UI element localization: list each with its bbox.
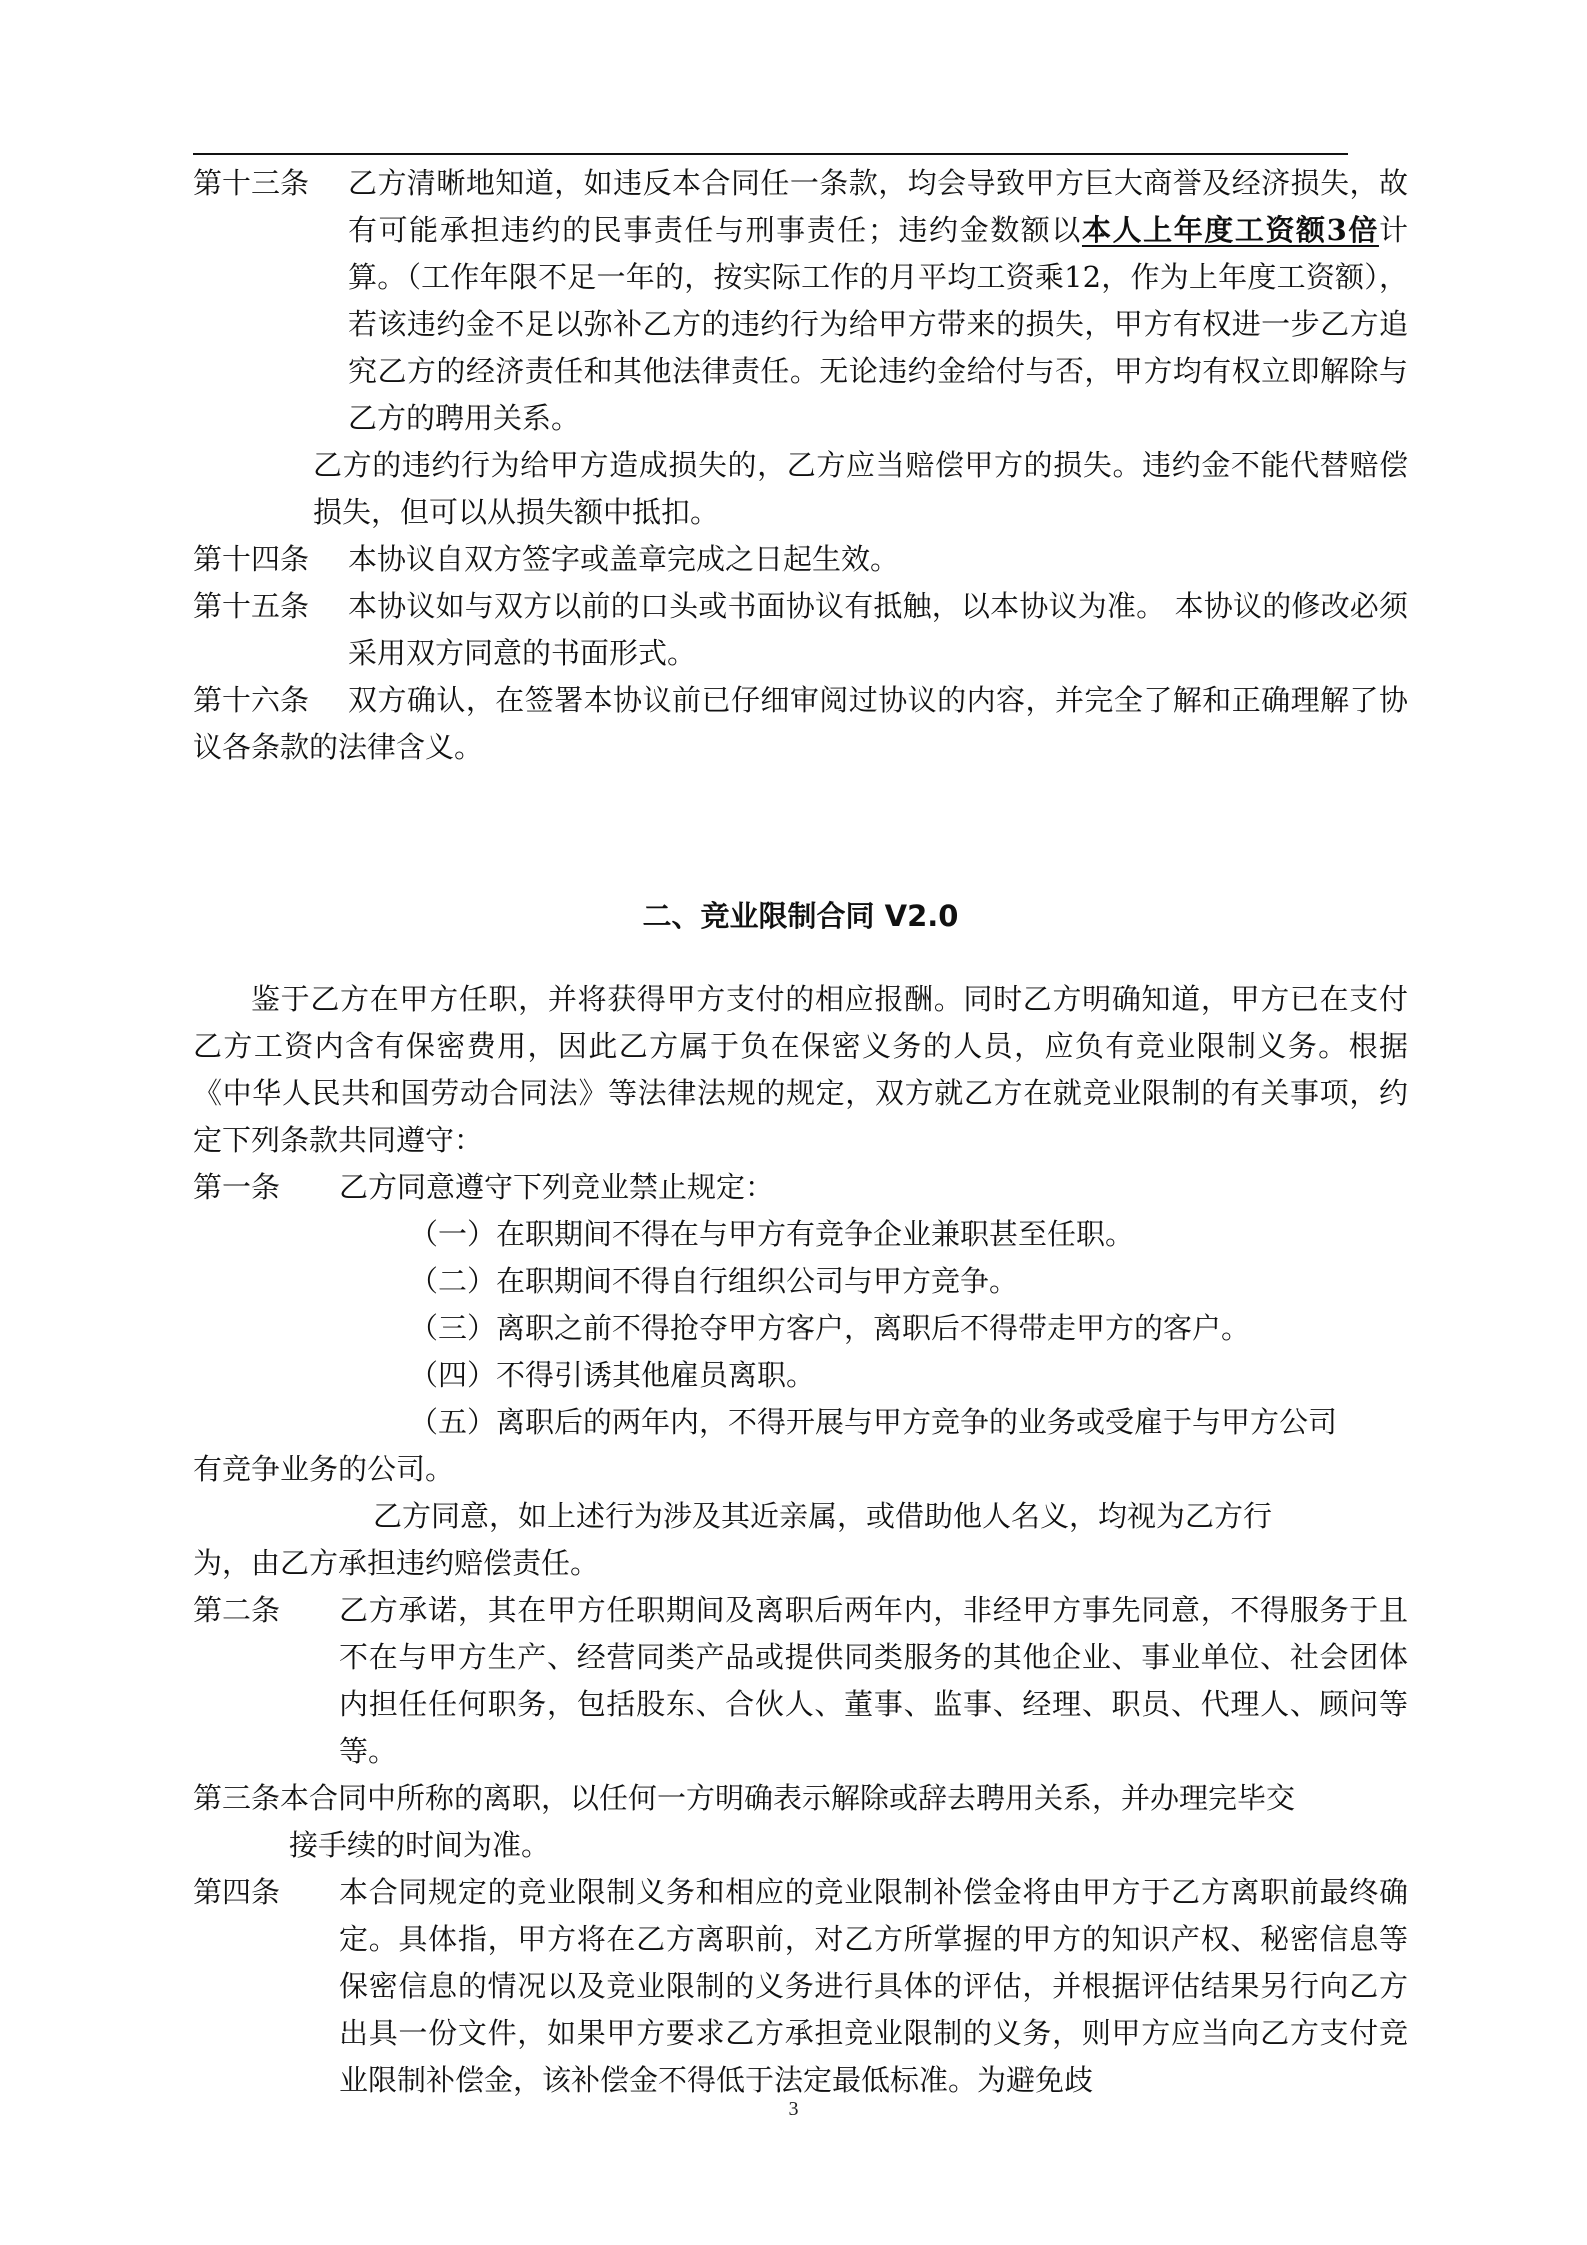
article-1-item-4: （四）不得引诱其他雇员离职。 bbox=[409, 1358, 816, 1392]
article-1-item-5-continued: 有竞争业务的公司。 bbox=[193, 1452, 455, 1486]
section-title: 二、竞业限制合同 V2.0 bbox=[642, 899, 959, 933]
clause-14 bbox=[193, 536, 1408, 583]
article-3: 第三条本合同中所称的离职，以任何一方明确表示解除或辞去聘用关系，并办理完毕交 bbox=[193, 1781, 1296, 1815]
article-label: 第四条 bbox=[193, 1875, 281, 1909]
page-number: 3 bbox=[788, 2098, 799, 2120]
article-2 bbox=[193, 1587, 1408, 1775]
article-1-agreement: 乙方同意，如上述行为涉及其近亲属，或借助他人名义，均视为乙方行 bbox=[373, 1499, 1273, 1533]
article-4 bbox=[193, 1869, 1408, 2104]
clause-label: 第十五条 bbox=[193, 589, 310, 623]
clause-16 bbox=[193, 677, 1408, 771]
paragraph-text: 乙方的违约行为给甲方造成损失的，乙方应当赔偿甲方的损失。违约金不能代替赔偿损失，但可以从损失额中抵扣。 bbox=[313, 448, 1408, 529]
clause-label: 第十三条 bbox=[193, 166, 310, 200]
article-text: 乙方承诺，其在甲方任职期间及离职后两年内，非经甲方事先同意，不得服务于且不在与甲方生产、经营同类产品或提供同类服务的其他企业、事业单位、社会团体内担任任何职务，包括股东、合伙人、董事、监事、经理、职员、代理人、顾问等等。 bbox=[339, 1593, 1408, 1768]
penalty-emphasis: 本人上年度工资额3倍 bbox=[1081, 213, 1379, 247]
article-1-item-1: （一）在职期间不得在与甲方有竞争企业兼职甚至任职。 bbox=[409, 1217, 1135, 1251]
clause-text: 双方确认，在签署本协议前已仔细审阅过协议的内容，并完全了解和正确理解了协议各条款的法律含义。 bbox=[193, 683, 1408, 764]
damages-paragraph bbox=[193, 442, 1408, 536]
article-1-item-3: （三）离职之前不得抢夺甲方客户，离职后不得带走甲方的客户。 bbox=[409, 1311, 1251, 1345]
article-1 bbox=[193, 1164, 1408, 1211]
clause-15 bbox=[193, 583, 1408, 677]
clause-label: 第十四条 bbox=[193, 542, 310, 576]
article-text: 本合同规定的竞业限制义务和相应的竞业限制补偿金将由甲方于乙方离职前最终确定。具体指，甲方将在乙方离职前，对乙方所掌握的甲方的知识产权、秘密信息等保密信息的情况以及竞业限制的义务进行具体的评估，并根据评估结果另行向乙方出具一份文件，如果甲方要求乙方承担竞业限制的义务，则甲方应当向乙方支付竞业限制补偿金，该补偿金不得低于法定最低标准。为避免歧 bbox=[339, 1875, 1408, 2097]
article-1-item-5: （五）离职后的两年内，不得开展与甲方竞争的业务或受雇于与甲方公司 bbox=[409, 1405, 1338, 1439]
clause-13 bbox=[193, 160, 1408, 442]
article-text: 乙方同意遵守下列竞业禁止规定： bbox=[339, 1170, 775, 1204]
clause-label: 第十六条 bbox=[193, 683, 310, 717]
clause-body bbox=[193, 160, 1408, 442]
clause-text: 本协议如与双方以前的口头或书面协议有抵触，以本协议为准。 本协议的修改必须采用双方同意的书面形式。 bbox=[348, 589, 1408, 670]
clause-text: 计算。（工作年限不足一年的，按实际工作的月平均工资乘12，作为上年度工资额），若该违约金不足以弥补乙方的违约行为给甲方带来的损失，甲方有权进一步乙方追究乙方的经济责任和其他法律责任。无论违约金给付与否，甲方均有权立即解除与乙方的聘用关系。 bbox=[348, 213, 1408, 435]
article-3-continued: 接手续的时间为准。 bbox=[289, 1828, 551, 1862]
section-intro: 鉴于乙方在甲方任职，并将获得甲方支付的相应报酬。同时乙方明确知道，甲方已在支付乙方工资内含有保密费用，因此乙方属于负在保密义务的人员，应负有竞业限制义务。根据《中华人民共和国劳动合同法》等法律法规的规定，双方就乙方在就竞业限制的有关事项，约定下列条款共同遵守： bbox=[193, 982, 1408, 1157]
document-content bbox=[193, 160, 1408, 2104]
header-rule bbox=[193, 153, 1348, 155]
clause-text: 乙方清晰地知道，如违反本合同任一条款，均会导致甲方巨大商誉及经济损失，故有可能承担违约的民事责任与刑事责任；违约金数额以 bbox=[348, 166, 1408, 247]
article-1-agreement-continued: 为，由乙方承担违约赔偿责任。 bbox=[193, 1546, 600, 1580]
clause-text: 本协议自双方签字或盖章完成之日起生效。 bbox=[348, 542, 900, 576]
article-1-item-2: （二）在职期间不得自行组织公司与甲方竞争。 bbox=[409, 1264, 1019, 1298]
article-label: 第二条 bbox=[193, 1593, 281, 1627]
article-label: 第一条 bbox=[193, 1170, 281, 1204]
